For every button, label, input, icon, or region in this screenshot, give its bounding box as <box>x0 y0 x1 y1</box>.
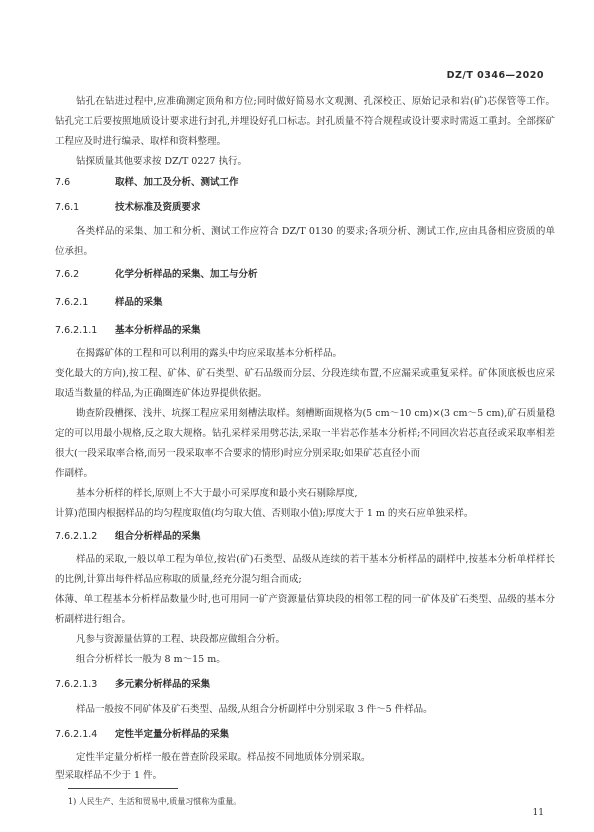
paragraph-duplicate-sample: 作副样。 <box>55 468 94 479</box>
paragraph-drilling-process: 钻孔在钻进过程中,应准确测定顶角和方位;同时做好简易水文观测、孔深校正、原始记录和岩(矿)芯保管等工作。钻孔完工后要按照地质设计要求进行封孔,并埋设好孔口标志。封孔质量不符合规程或设计要求时需返工重封。全部探矿工程应及时进行编录、取样和资料整理。 <box>55 96 555 147</box>
footnote-divider <box>68 788 178 789</box>
paragraph-drilling-quality: 钻探质量其他要求按 DZ/T 0227 执行。 <box>76 156 247 167</box>
heading-7-6-2-1-3 <box>55 676 210 690</box>
paragraph-sample-length: 基本分析样的样长,原则上不大于最小可采厚度和最小夹石剔除厚度, <box>76 488 358 499</box>
standard-code: DZ/T 0346—2020 <box>446 70 544 81</box>
heading-title: 定性半定量分析样品的采集 <box>115 729 230 740</box>
heading-title: 组合分析样品的采集 <box>115 531 201 542</box>
paragraph-sampling-method: 勘查阶段槽探、浅井、坑探工程应采用刻槽法取样。刻槽断面规格为(5 cm～10 cm)×(3 cm～5 cm),矿石质量稳定的可以用最小规格,反之取大规格。钻孔采样采用劈芯法,采取一半岩芯作基本分析样;不同回次岩芯直径或采取率相差很大(一段采取率合格,而另一段采取率不合要求的情形)时应分别采取;如果矿芯直径小而 <box>55 408 555 459</box>
heading-7-6-2 <box>55 266 258 280</box>
paragraph-qualitative-cont: 型采取样品不少于 1 件。 <box>55 770 163 781</box>
page-number: 11 <box>532 808 544 818</box>
heading-7-6-2-1-2 <box>55 528 201 542</box>
heading-number: 7.6.2.1 <box>55 297 89 308</box>
paragraph-combined-samples: 样品的采取,一般以单工程为单位,按岩(矿)石类型、品级从连续的若干基本分析样品的副样中,按基本分析单样样长的比例,计算出每件样品应称取的质量,经充分混匀组合而成; <box>55 554 555 585</box>
heading-7-6-2-1 <box>55 294 163 308</box>
paragraph-basic-samples: 在揭露矿体的工程和可以利用的露头中均应采取基本分析样品。 <box>76 348 343 359</box>
paragraph-multi-element: 样品一般按不同矿体及矿石类型、品级,从组合分析副样中分别采取 3 件～5 件样品。 <box>76 704 433 715</box>
heading-title: 化学分析样品的采集、加工与分析 <box>115 269 258 280</box>
heading-title: 基本分析样品的采集 <box>115 325 201 336</box>
paragraph-sample-length-cont: 计算)范围内根据样品的均匀程度取值(均匀取大值、否则取小值);厚度大于 1 m 的夹石应单独采样。 <box>55 508 474 519</box>
heading-7-6-1 <box>55 199 201 213</box>
paragraph-combined-thin: 体薄、单工程基本分析样品数量少时,也可用同一矿产资源量估算块段的相邻工程的同一矿体及矿石类型、品级的基本分析副样进行组合。 <box>55 594 555 625</box>
paragraph-standards: 各类样品的采集、加工和分析、测试工作应符合 DZ/T 0130 的要求;各项分析、测试工作,应由具备相应资质的单位承担。 <box>55 226 555 257</box>
heading-7-6-2-1-4 <box>55 726 229 740</box>
heading-7-6-2-1-1 <box>55 322 201 336</box>
heading-number: 7.6.2.1.2 <box>55 531 98 542</box>
heading-number: 7.6.2.1.4 <box>55 729 98 740</box>
heading-number: 7.6.1 <box>55 202 80 213</box>
heading-title: 样品的采集 <box>115 297 163 308</box>
footnote <box>68 796 241 807</box>
heading-number: 7.6.2.1.1 <box>55 325 98 336</box>
footnote-text: 人民生产、生活和贸易中,质量习惯称为重量。 <box>78 797 242 806</box>
footnote-marker: 1) <box>68 797 77 806</box>
paragraph-sampling-layout: 变化最大的方向),按工程、矿体、矿石类型、矿石品级而分层、分段连续布置,不应漏采或重复采样。矿体顶底板也应采取适当数量的样品,为正确圈连矿体边界提供依据。 <box>55 368 555 399</box>
heading-7-6 <box>55 174 239 188</box>
heading-title: 取样、加工及分析、测试工作 <box>115 177 239 188</box>
heading-number: 7.6.2.1.3 <box>55 679 98 690</box>
paragraph-combined-scope: 凡参与资源量估算的工程、块段都应做组合分析。 <box>76 634 286 645</box>
paragraph-combined-length: 组合分析样长一般为 8 m～15 m。 <box>76 654 226 665</box>
heading-number: 7.6 <box>55 177 71 188</box>
paragraph-qualitative: 定性半定量分析样一般在普查阶段采取。样品按不同地质体分别采取。 <box>76 752 371 763</box>
heading-number: 7.6.2 <box>55 269 80 280</box>
heading-title: 多元素分析样品的采集 <box>115 679 211 690</box>
heading-title: 技术标准及资质要求 <box>115 202 201 213</box>
